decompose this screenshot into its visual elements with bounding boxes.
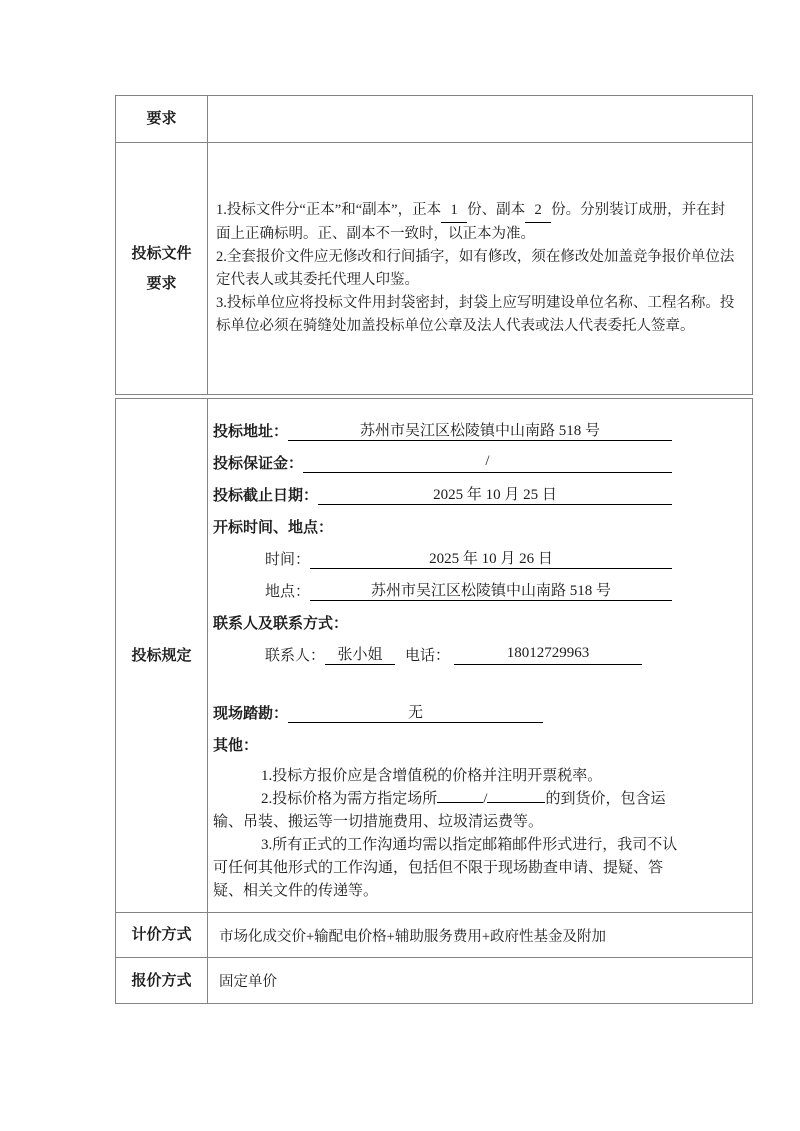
bid-opening-time-row xyxy=(213,547,752,569)
bid-deadline-value-field: 2025 年 10 月 25 日 xyxy=(318,483,672,505)
row-header-label-line2: 要求 xyxy=(146,275,177,292)
bid-deposit-row xyxy=(213,451,752,473)
bid-file-item-1 xyxy=(216,199,738,246)
bid-deposit-value-field: / xyxy=(303,453,672,473)
bid-opening-time-label: 时间： xyxy=(265,552,311,568)
quote-method-value: 固定单价 xyxy=(219,974,277,990)
quote-method-content xyxy=(208,958,752,1003)
bid-opening-place-label: 地点： xyxy=(265,584,311,600)
bid-file-item-2: 2.全套报价文件应无修改和行间插字，如有修改，须在修改处加盖竞争报价单位法定代表人或其委托代理人印鉴。 xyxy=(216,249,735,288)
table-segment-bottom xyxy=(115,398,753,1004)
site-survey-value-field: 无 xyxy=(288,701,543,723)
bid-opening-section-label: 开标时间、地点： xyxy=(213,520,334,536)
other-section-label: 其他： xyxy=(213,738,259,754)
other-items-list xyxy=(213,765,752,903)
bid-file-item-3: 3.投标单位应将投标文件用封袋密封，封袋上应写明建设单位名称、工程名称。投标单位必须在骑缝处加盖投标单位公章及法人代表或法人代表委托人签章。 xyxy=(216,295,735,334)
item1-pre-text: 1.投标文件分“正本”和“副本”，正本 xyxy=(216,202,442,218)
bid-address-label: 投标地址： xyxy=(213,424,289,440)
contact-phone-label: 电话： xyxy=(405,648,451,664)
delivery-place-blank-field-2 xyxy=(487,788,545,803)
table-row-requirements xyxy=(116,96,752,142)
bid-deposit-label: 投标保证金： xyxy=(213,456,304,472)
other-item-2-pre: 2.投标价格为需方指定场所 xyxy=(261,791,438,807)
contact-phone-value-field: 18012729963 xyxy=(454,645,642,665)
contact-person-value-field: 张小姐 xyxy=(325,643,395,665)
other-item-2 xyxy=(213,788,690,834)
pricing-method-value: 市场化成交价+输配电价格+辅助服务费用+政府性基金及附加 xyxy=(219,928,607,945)
row-header-label: 要求 xyxy=(146,111,177,127)
delivery-place-blank-field-1 xyxy=(437,788,483,803)
row-header-label: 投标规定 xyxy=(131,647,192,664)
bid-opening-time-value-field: 2025 年 10 月 26 日 xyxy=(310,547,672,569)
row-header-bid-file-requirements xyxy=(116,143,208,394)
bid-deadline-row xyxy=(213,483,752,505)
contact-section-row xyxy=(213,611,752,633)
bid-address-value-field: 苏州市吴江区松陵镇中山南路 518 号 xyxy=(288,419,672,441)
table-segment-top xyxy=(115,95,753,395)
bid-document-table xyxy=(115,95,753,1004)
contact-person-label: 联系人： xyxy=(265,648,326,664)
contact-person-row xyxy=(213,643,752,665)
bid-opening-place-row xyxy=(213,579,752,601)
original-copies-count-field: 1 xyxy=(441,199,467,223)
requirements-content-empty xyxy=(208,96,752,142)
row-header-quote-method xyxy=(116,958,208,1003)
row-header-label-line1: 投标文件 xyxy=(131,245,192,262)
row-header-label: 报价方式 xyxy=(131,972,192,989)
row-header-pricing-method xyxy=(116,913,208,957)
bid-file-requirements-content xyxy=(208,143,752,394)
pricing-method-content xyxy=(208,913,752,957)
other-section-row xyxy=(213,733,752,755)
item1-mid-text: 份、副本 xyxy=(467,202,526,218)
site-survey-label: 现场踏勘： xyxy=(213,706,289,722)
item1-post-text: 份。分别装订成册，并在封面上正确标明。正、副本不一致时，以正本为准。 xyxy=(216,202,726,242)
row-header-label: 计价方式 xyxy=(131,927,192,943)
bid-opening-place-value-field: 苏州市吴江区松陵镇中山南路 518 号 xyxy=(310,579,672,601)
bid-deadline-label: 投标截止日期： xyxy=(213,488,319,504)
row-header-requirements xyxy=(116,96,208,142)
other-item-3: 3.所有正式的工作沟通均需以指定邮箱邮件形式进行，我司不认可任何其他形式的工作沟通，包括但不限于现场勘查申请、提疑、答疑、相关文件的传递等。 xyxy=(213,837,678,899)
site-survey-row xyxy=(213,701,752,723)
other-item-1: 1.投标方报价应是含增值税的价格并注明开票税率。 xyxy=(261,768,603,784)
table-row-quote-method xyxy=(116,957,752,1003)
bid-address-row xyxy=(213,419,752,441)
bid-opening-section-row xyxy=(213,515,752,537)
table-row-bid-file-requirements xyxy=(116,142,752,394)
table-row-pricing-method xyxy=(116,912,752,957)
contact-section-label: 联系人及联系方式： xyxy=(213,616,349,632)
other-item-2-slash: / xyxy=(483,791,488,807)
duplicate-copies-count-field: 2 xyxy=(525,199,551,223)
bid-rules-content xyxy=(208,399,752,912)
table-row-bid-rules xyxy=(116,399,752,912)
row-header-bid-rules xyxy=(116,399,208,912)
other-item-2-post: 的到货价，包含运输、吊装、搬运等一切措施费用、垃圾清运费等。 xyxy=(213,791,666,830)
